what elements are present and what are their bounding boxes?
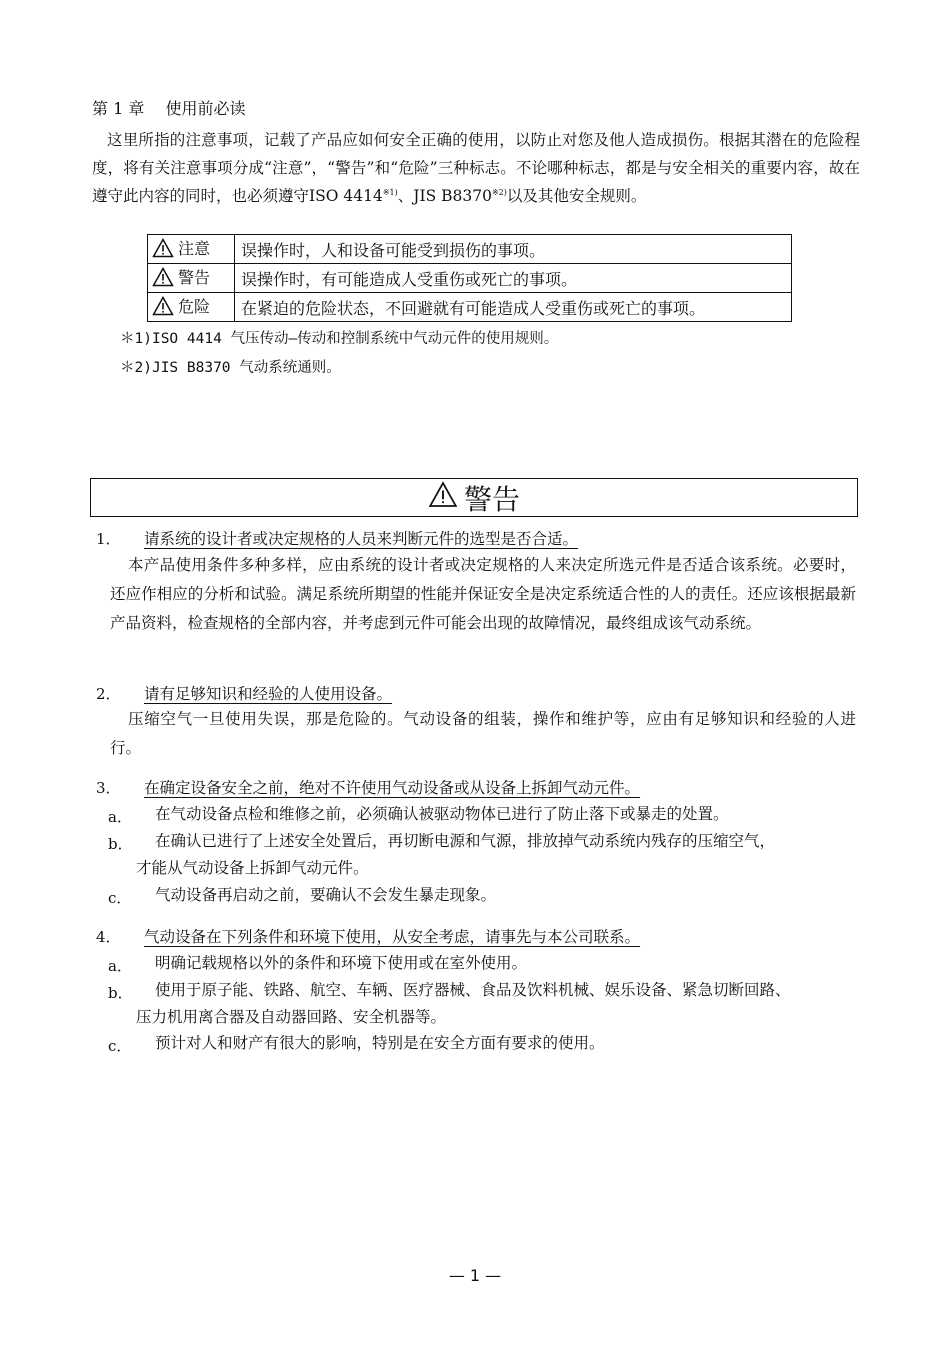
section-title: 在确定设备安全之前，绝对不许使用气动设备或从设备上拆卸气动元件。 [144, 779, 641, 797]
warning-banner [90, 478, 858, 517]
footnote-ref-2: ※2) [491, 187, 507, 197]
section-number: 4． [96, 928, 121, 946]
hazard-level-cell [148, 264, 235, 293]
chapter-title: 第 1 章 使用前必读 [92, 99, 246, 118]
hazard-level-label: 危险 [178, 297, 211, 316]
section-title: 气动设备在下列条件和环境下使用，从安全考虑，请事先与本公司联系。 [144, 928, 641, 946]
section-body: 本产品使用条件多种多样，应由系统的设计者或决定规格的人来决定所选元件是否适合该系统。必要时，还应作相应的分析和试验。满足系统所期望的性能并保证安全是决定系统适合性的人的责任。还应该根据最新产品资料，检查规格的全部内容，并考虑到元件可能会出现的故障情况，最终组成该气动系统。 [110, 556, 856, 632]
list-item-label: a． [108, 808, 132, 826]
list-item-label: c． [108, 889, 132, 907]
warning-banner-title: 警告 [463, 482, 520, 516]
section-number: 3． [96, 779, 121, 797]
hazard-level-table [147, 234, 792, 322]
hazard-level-description: 误操作时，有可能造成人受重伤或死亡的事项。 [235, 264, 792, 293]
hazard-level-description: 误操作时，人和设备可能受到损伤的事项。 [235, 235, 792, 264]
warning-triangle-icon [152, 267, 174, 291]
list-item-label: c． [108, 1037, 132, 1055]
list-item-text: 在气动设备点检和维修之前，必须确认被驱动物体已进行了防止落下或暴走的处置。 [155, 805, 729, 823]
list-item-text-continued: 才能从气动设备上拆卸气动元件。 [136, 859, 369, 877]
hazard-row-caution [148, 235, 792, 264]
section-title: 请有足够知识和经验的人使用设备。 [144, 685, 393, 703]
hazard-level-cell [148, 235, 235, 264]
warning-triangle-icon [152, 296, 174, 320]
section-body: 压缩空气一旦使用失误，那是危险的。气动设备的组装，操作和维护等，应由有足够知识和经验的人进行。 [110, 710, 856, 757]
list-item-text: 使用于原子能、铁路、航空、车辆、医疗器械、食品及饮料机械、娱乐设备、紧急切断回路、 [155, 981, 791, 999]
hazard-row-danger [148, 293, 792, 322]
warning-triangle-icon [428, 481, 458, 515]
hazard-level-label: 警告 [178, 268, 211, 287]
list-item-text: 气动设备再启动之前，要确认不会发生暴走现象。 [155, 886, 497, 904]
list-item-text-continued: 压力机用离合器及自动器回路、安全机器等。 [136, 1008, 447, 1026]
list-item-label: b． [108, 984, 133, 1002]
section-title: 请系统的设计者或决定规格的人员来判断元件的选型是否合适。 [144, 530, 579, 548]
intro-text-3: 以及其他安全规则。 [506, 187, 647, 205]
hazard-level-description: 在紧迫的危险状态，不回避就有可能造成人受重伤或死亡的事项。 [235, 293, 792, 322]
hazard-row-warning [148, 264, 792, 293]
footnote-1: ＊1)ISO 4414 气压传动—传动和控制系统中气动元件的使用规则。 [120, 331, 559, 347]
page-number: — 1 — [448, 1266, 502, 1285]
list-item-text: 明确记载规格以外的条件和环境下使用或在室外使用。 [155, 954, 528, 972]
list-item-label: a． [108, 957, 132, 975]
warning-triangle-icon [152, 238, 174, 262]
footnote-2: ＊2)JIS B8370 气动系统通则。 [120, 360, 341, 376]
section-number: 1． [96, 530, 121, 548]
list-item-text: 预计对人和财产有很大的影响，特别是在安全方面有要求的使用。 [155, 1034, 605, 1052]
list-item-label: b． [108, 835, 133, 853]
intro-text-1: 这里所指的注意事项，记载了产品应如何安全正确的使用，以防止对您及他人造成损伤。根据其潜在的危险程度，将有关注意事项分成“注意”，“警告”和“危险”三种标志。不论哪种标志，都是与安全相关的重要内容，故在遵守此内容的同时，也必须遵守ISO 4414 [92, 131, 860, 205]
list-item-text: 在确认已进行了上述安全处置后，再切断电源和气源，排放掉气动系统内残存的压缩空气， [155, 832, 776, 850]
footnote-ref-1: ※1) [382, 187, 398, 197]
intro-paragraph [92, 126, 860, 210]
intro-text-2: 、JIS B8370 [397, 187, 492, 205]
hazard-level-cell [148, 293, 235, 322]
section-number: 2． [96, 685, 121, 703]
hazard-level-label: 注意 [178, 239, 211, 258]
